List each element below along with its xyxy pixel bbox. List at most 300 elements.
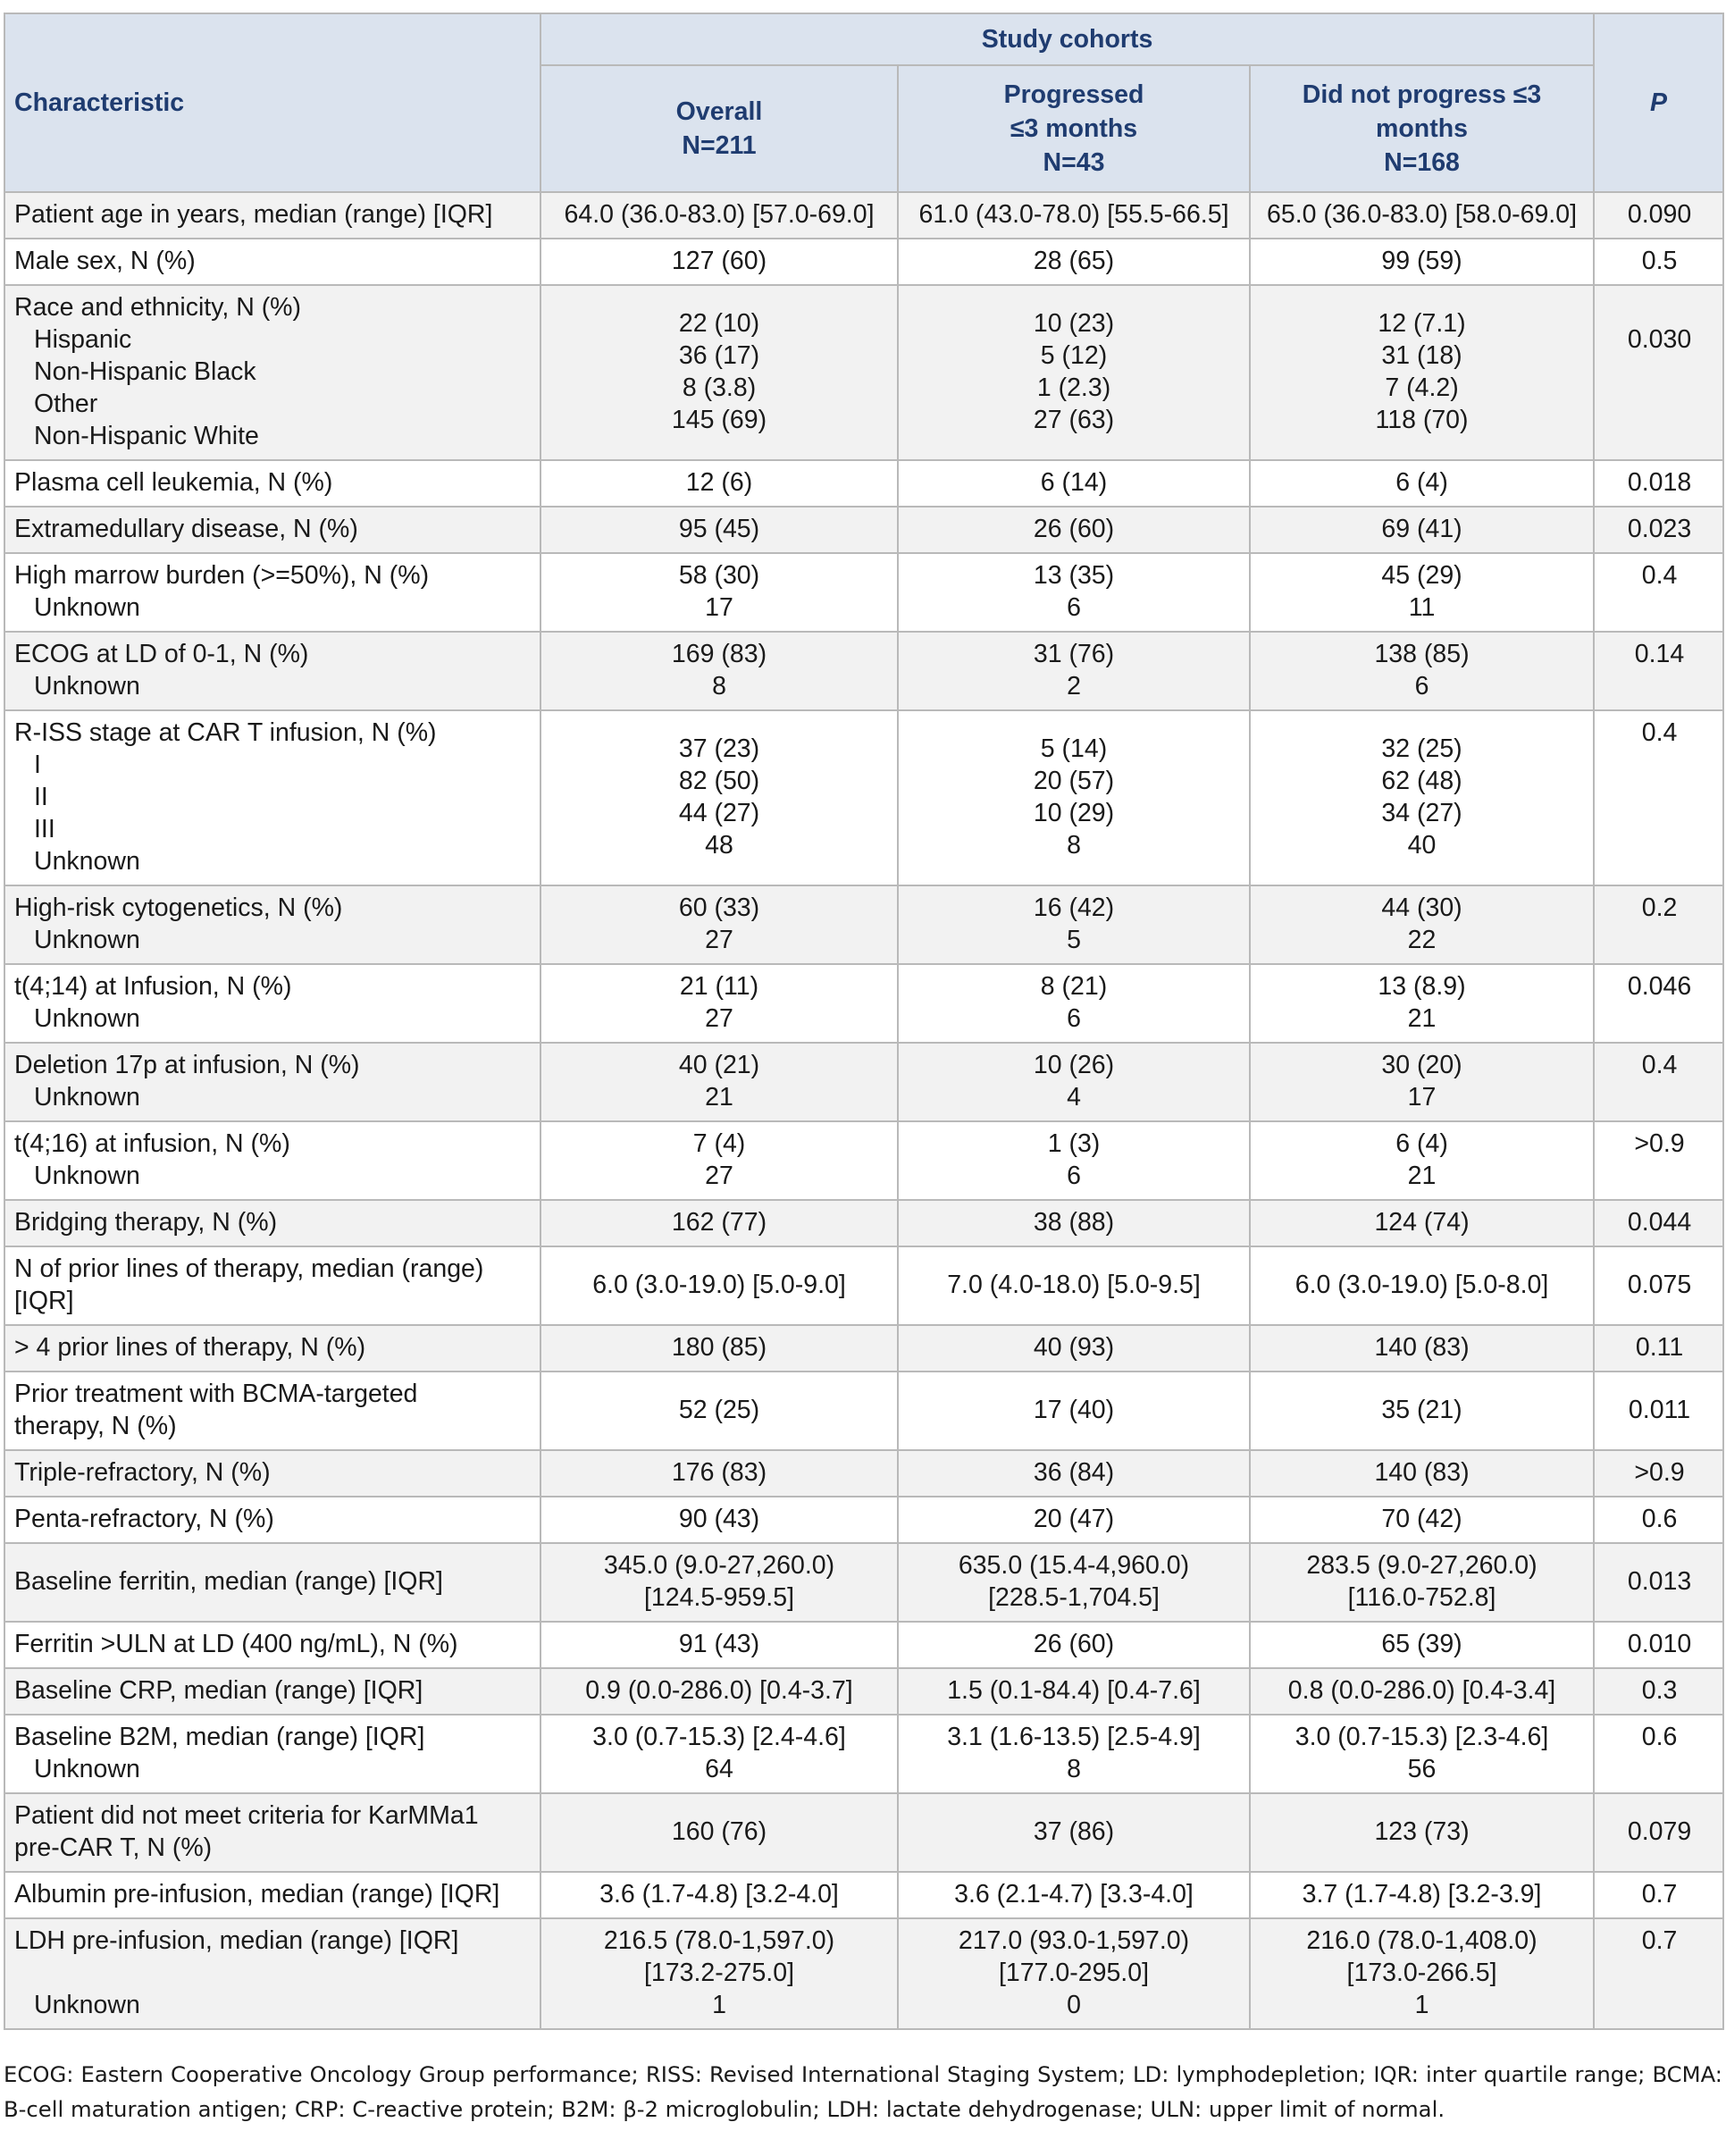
cell-value: 0.9 (0.0-286.0) [0.4-3.7] [585,1676,853,1705]
cell-overall [540,964,898,1043]
cell-value: 1 (3) [1047,1129,1101,1158]
table-row [4,1497,1723,1543]
row-label-text: Patient age in years, median (range) [IQR] [14,200,493,229]
cell-progressed [898,964,1250,1043]
cell-value: 5 [1067,926,1081,954]
cell-value: 62 (48) [1381,767,1462,795]
cell-value: 65 (39) [1381,1630,1462,1658]
cell-value: 82 (50) [678,767,760,795]
table-row [4,1793,1723,1872]
cell-value: 0 [1067,1991,1081,2019]
cell-value: 138 (85) [1374,640,1470,668]
table-row [4,1325,1723,1372]
row-label [4,1872,540,1918]
cell-value: 124 (74) [1374,1208,1470,1237]
row-sublabel: Unknown [34,1004,140,1033]
cell-value: 27 [705,1004,733,1033]
cell-overall [540,1121,898,1200]
cell-value: 64 [705,1755,733,1783]
row-label-text: Extramedullary disease, N (%) [14,515,358,543]
cell-value: 22 [1407,926,1437,954]
cell-not-progressed [1250,1497,1594,1543]
cell-value: 169 (83) [671,640,767,668]
cell-value: 21 [705,1083,733,1112]
cell-value: 6 [1067,1162,1081,1190]
table-row [4,192,1723,239]
row-sublabel: Unknown [34,1755,140,1783]
cell-not-progressed [1250,1543,1594,1622]
cell-not-progressed [1250,964,1594,1043]
row-label [4,1325,540,1372]
header-progressed-line1: Progressed [1003,80,1144,109]
cell-overall [540,1668,898,1715]
row-label-text: Patient did not meet criteria for KarMMa1 [14,1801,479,1830]
cell-value: 118 (70) [1375,406,1469,434]
row-sublabel: III [34,815,55,843]
header-p-value: P [1594,13,1723,192]
cell-progressed [898,460,1250,507]
cell-value: 36 (84) [1033,1458,1115,1487]
row-label-text: Prior treatment with BCMA-targeted [14,1380,418,1408]
cell-value: 6.0 (3.0-19.0) [5.0-9.0] [592,1271,846,1299]
cell-p-value: 0.3 [1594,1668,1723,1715]
cell-not-progressed [1250,553,1594,632]
cell-p-value: 0.7 [1594,1918,1723,2029]
cell-overall [540,1372,898,1450]
header-not-progressed-line1: Did not progress ≤3 [1302,80,1542,109]
cell-p-value: >0.9 [1594,1121,1723,1200]
cell-not-progressed [1250,239,1594,285]
row-label [4,1622,540,1668]
row-label [4,1372,540,1450]
row-label-text: pre-CAR T, N (%) [14,1833,213,1862]
cell-value: 13 (8.9) [1378,972,1466,1001]
cell-value: 180 (85) [671,1333,767,1362]
cell-value: [124.5-959.5] [644,1583,794,1612]
table-row [4,1668,1723,1715]
cell-progressed [898,1918,1250,2029]
row-label-text: LDH pre-infusion, median (range) [IQR] [14,1926,459,1955]
cell-progressed [898,710,1250,885]
cell-p-value: 0.090 [1594,192,1723,239]
header-characteristic: Characteristic [4,13,540,192]
cell-p-value: 0.079 [1594,1793,1723,1872]
cell-progressed [898,507,1250,553]
table-row [4,1918,1723,2029]
row-label-text: therapy, N (%) [14,1412,177,1440]
cell-value: 217.0 (93.0-1,597.0) [958,1926,1190,1955]
cell-value: 8 [1067,831,1081,860]
cell-value: 11 [1408,593,1436,622]
cell-overall [540,1543,898,1622]
cell-p-value: 0.7 [1594,1872,1723,1918]
row-sublabel: Non-Hispanic Black [34,357,256,386]
row-sublabel: Other [34,390,98,418]
cell-p-value: 0.2 [1594,885,1723,964]
cell-value: 6 (4) [1395,468,1448,497]
table-row [4,507,1723,553]
row-label-text: Plasma cell leukemia, N (%) [14,468,333,497]
cell-not-progressed [1250,507,1594,553]
row-label-text: Penta-refractory, N (%) [14,1505,274,1533]
cell-value: 70 (42) [1381,1505,1462,1533]
table-row [4,885,1723,964]
cell-value: 95 (45) [678,515,760,543]
cell-overall [540,192,898,239]
cell-p-value: 0.4 [1594,710,1723,885]
cell-overall [540,1497,898,1543]
cell-value: 40 (21) [678,1051,760,1079]
cell-progressed [898,553,1250,632]
cell-value: 36 (17) [678,341,760,370]
cell-p-value: 0.6 [1594,1497,1723,1543]
cell-value: 44 (27) [678,799,760,827]
cell-value: 91 (43) [678,1630,760,1658]
table-row [4,1622,1723,1668]
cell-value: 17 [1407,1083,1437,1112]
cell-value: 37 (23) [678,734,760,763]
row-label [4,1200,540,1246]
table-row [4,285,1723,460]
row-sublabel: Unknown [34,672,140,700]
cell-overall [540,710,898,885]
cell-progressed [898,1715,1250,1793]
cell-progressed [898,1793,1250,1872]
row-label [4,632,540,710]
cell-value: 3.7 (1.7-4.8) [3.2-3.9] [1302,1880,1542,1909]
table-row [4,1543,1723,1622]
cell-overall [540,1246,898,1325]
cell-value: 140 (83) [1374,1458,1470,1487]
cell-value: 5 (12) [1040,341,1108,370]
row-label [4,1246,540,1325]
cell-p-value: 0.6 [1594,1715,1723,1793]
cell-value: 16 (42) [1033,893,1115,922]
cell-value: 162 (77) [671,1208,767,1237]
cell-value: 140 (83) [1374,1333,1470,1362]
row-sublabel: Non-Hispanic White [34,422,259,450]
cell-not-progressed [1250,1918,1594,2029]
cell-value: 13 (35) [1033,561,1115,590]
cell-overall [540,285,898,460]
cell-overall [540,1200,898,1246]
cell-value: 4 [1067,1083,1081,1112]
cell-not-progressed [1250,1200,1594,1246]
header-row-1 [4,13,1723,65]
cell-not-progressed [1250,1668,1594,1715]
cell-value: 3.6 (1.7-4.8) [3.2-4.0] [599,1880,839,1909]
row-label-text: Male sex, N (%) [14,247,196,275]
row-label [4,710,540,885]
cell-value: 6 [1067,593,1081,622]
cell-progressed [898,285,1250,460]
row-label [4,1543,540,1622]
row-label-text: High-risk cytogenetics, N (%) [14,893,343,922]
cell-value: 2 [1067,672,1081,700]
row-label [4,553,540,632]
cell-value: 1 [1414,1991,1429,2019]
cell-value: 5 (14) [1040,734,1108,763]
row-sublabel: Unknown [34,593,140,622]
table-body [4,192,1723,2029]
header-study-cohorts: Study cohorts [540,13,1594,65]
row-label-text: Deletion 17p at infusion, N (%) [14,1051,360,1079]
cell-value: [177.0-295.0] [999,1959,1149,1987]
cell-not-progressed [1250,1450,1594,1497]
table-row [4,1715,1723,1793]
table-row [4,1872,1723,1918]
header-overall-n: N=211 [682,131,757,160]
row-label [4,285,540,460]
cell-not-progressed [1250,1043,1594,1121]
cell-value: 58 (30) [678,561,760,590]
cell-value: 21 [1407,1004,1437,1033]
cell-value: 6.0 (3.0-19.0) [5.0-8.0] [1294,1271,1549,1299]
cell-not-progressed [1250,710,1594,885]
cell-value: 8 (21) [1040,972,1108,1001]
cell-value: 56 [1407,1755,1437,1783]
cell-overall [540,1793,898,1872]
cell-value: 8 [712,672,726,700]
cell-not-progressed [1250,460,1594,507]
row-sublabel: Unknown [34,1162,140,1190]
cell-p-value: 0.14 [1594,632,1723,710]
cell-p-value: 0.4 [1594,1043,1723,1121]
row-label-text: Triple-refractory, N (%) [14,1458,271,1487]
row-label [4,460,540,507]
cell-value: 345.0 (9.0-27,260.0) [603,1551,835,1580]
cell-overall [540,1872,898,1918]
cell-value: 44 (30) [1381,893,1462,922]
cell-value: 27 (63) [1033,406,1115,434]
cell-value: 0.8 (0.0-286.0) [0.4-3.4] [1287,1676,1556,1705]
cell-value: 6 (4) [1395,1129,1448,1158]
cell-progressed [898,885,1250,964]
row-label-text: Bridging therapy, N (%) [14,1208,278,1237]
cell-value: 3.0 (0.7-15.3) [2.3-4.6] [1294,1723,1549,1751]
cell-progressed [898,1246,1250,1325]
cell-progressed [898,1043,1250,1121]
table-row [4,239,1723,285]
table-row [4,1372,1723,1450]
row-label [4,192,540,239]
cell-value: 6 (14) [1040,468,1108,497]
row-label [4,964,540,1043]
cell-progressed [898,1325,1250,1372]
header-not-progressed-n: N=168 [1384,148,1460,177]
header-overall [540,65,898,192]
table-row [4,460,1723,507]
cell-p-value: >0.9 [1594,1450,1723,1497]
cell-progressed [898,239,1250,285]
row-label [4,239,540,285]
cell-overall [540,239,898,285]
cell-value: [173.0-266.5] [1346,1959,1497,1987]
table-row [4,632,1723,710]
cell-value: 12 (6) [685,468,753,497]
cell-value: 61.0 (43.0-78.0) [55.5-66.5] [918,200,1229,229]
cell-value: 32 (25) [1381,734,1462,763]
row-label [4,507,540,553]
cell-value: 40 [1407,831,1437,860]
cell-p-value: 0.030 [1594,285,1723,460]
row-label [4,1121,540,1200]
table-row [4,1450,1723,1497]
cell-progressed [898,1622,1250,1668]
cell-value: 8 (3.8) [682,373,757,402]
cell-value: 3.6 (2.1-4.7) [3.3-4.0] [954,1880,1194,1909]
table-row [4,1043,1723,1121]
cell-p-value: 0.010 [1594,1622,1723,1668]
row-label-text: Baseline B2M, median (range) [IQR] [14,1723,425,1751]
row-label-text: N of prior lines of therapy, median (range) [14,1254,484,1283]
row-label-text: Albumin pre-infusion, median (range) [IQR] [14,1880,500,1909]
cell-value: 635.0 (15.4-4,960.0) [958,1551,1190,1580]
cell-progressed [898,1872,1250,1918]
cell-value: 28 (65) [1033,247,1115,275]
cell-p-value: 0.011 [1594,1372,1723,1450]
cell-overall [540,507,898,553]
row-label-text: Ferritin >ULN at LD (400 ng/mL), N (%) [14,1630,458,1658]
row-label [4,1918,540,2029]
footnote: ECOG: Eastern Cooperative Oncology Group performance; RISS: Revised International Staging System; LD: lymphodepletion; IQR: inter quartile range; BCMA: B-cell maturation antigen; CRP: C-reactive protein; B2M: β-2 microglobulin; LDH: lactate dehydrogenase; ULN: upper limit of normal. [4,2061,1722,2122]
cell-overall [540,1622,898,1668]
cell-value: 10 (26) [1033,1051,1115,1079]
cell-value: [228.5-1,704.5] [988,1583,1160,1612]
cell-value: 45 (29) [1381,561,1462,590]
table-row [4,710,1723,885]
row-sublabel: Hispanic [34,325,132,354]
row-label [4,1043,540,1121]
row-label-text: High marrow burden (>=50%), N (%) [14,561,430,590]
cell-value: 1.5 (0.1-84.4) [0.4-7.6] [947,1676,1201,1705]
cell-value: 26 (60) [1033,515,1115,543]
table-container [4,13,1722,2030]
cell-not-progressed [1250,192,1594,239]
cell-progressed [898,1121,1250,1200]
cell-overall [540,885,898,964]
cell-p-value: 0.044 [1594,1200,1723,1246]
row-label-text: t(4;14) at Infusion, N (%) [14,972,292,1001]
cell-value: 283.5 (9.0-27,260.0) [1306,1551,1537,1580]
cell-progressed [898,1543,1250,1622]
cell-value: 31 (18) [1381,341,1462,370]
cell-p-value: 0.5 [1594,239,1723,285]
cell-value: 12 (7.1) [1378,309,1466,338]
cell-value: 22 (10) [678,309,760,338]
row-sublabel [14,1957,532,1989]
row-label-text: Baseline CRP, median (range) [IQR] [14,1676,423,1705]
cell-value: 3.1 (1.6-13.5) [2.5-4.9] [947,1723,1201,1751]
cell-overall [540,553,898,632]
cell-p-value: 0.018 [1594,460,1723,507]
cell-value: 52 (25) [678,1396,760,1424]
header-progressed [898,65,1250,192]
cell-p-value: 0.046 [1594,964,1723,1043]
cell-value: 10 (29) [1033,799,1115,827]
cell-overall [540,1715,898,1793]
cell-progressed [898,1372,1250,1450]
header-not-progressed-line2: months [1376,114,1468,143]
cell-overall [540,1450,898,1497]
cell-value: 160 (76) [671,1817,767,1846]
table-row [4,1121,1723,1200]
row-label [4,1497,540,1543]
row-label [4,885,540,964]
cell-value: 65.0 (36.0-83.0) [58.0-69.0] [1267,200,1577,229]
row-label [4,1450,540,1497]
cell-value: 30 (20) [1381,1051,1462,1079]
cell-value: 3.0 (0.7-15.3) [2.4-4.6] [592,1723,846,1751]
cell-not-progressed [1250,1793,1594,1872]
cell-value: 21 (11) [679,972,759,1001]
cell-value: 10 (23) [1033,309,1115,338]
cell-value: 127 (60) [671,247,767,275]
cell-value: 6 [1414,672,1429,700]
cell-value: 7 (4) [692,1129,746,1158]
cell-value: 69 (41) [1381,515,1462,543]
header-overall-title: Overall [675,97,763,126]
cell-overall [540,1043,898,1121]
row-label-text: t(4;16) at infusion, N (%) [14,1129,290,1158]
cell-value: 8 [1067,1755,1081,1783]
row-label-text: [IQR] [14,1287,74,1315]
header-progressed-line2: ≤3 months [1010,114,1138,143]
cell-not-progressed [1250,1246,1594,1325]
table-row [4,964,1723,1043]
row-sublabel: Unknown [34,926,140,954]
row-label [4,1668,540,1715]
cell-overall [540,460,898,507]
cell-progressed [898,192,1250,239]
cell-not-progressed [1250,1715,1594,1793]
row-sublabel: I [34,751,41,779]
cell-progressed [898,1497,1250,1543]
cell-progressed [898,1450,1250,1497]
table-row [4,553,1723,632]
cell-p-value: 0.4 [1594,553,1723,632]
row-label-text: ECOG at LD of 0-1, N (%) [14,640,309,668]
cell-not-progressed [1250,1372,1594,1450]
cell-overall [540,1918,898,2029]
cell-value: 26 (60) [1033,1630,1115,1658]
cell-value: 27 [705,926,733,954]
cell-value: [116.0-752.8] [1347,1583,1496,1612]
cell-not-progressed [1250,1622,1594,1668]
cell-value: 6 [1067,1004,1081,1033]
cell-value: 27 [705,1162,733,1190]
cell-p-value: 0.075 [1594,1246,1723,1325]
row-sublabel: Unknown [34,1083,140,1112]
cell-not-progressed [1250,632,1594,710]
cell-not-progressed [1250,885,1594,964]
cell-not-progressed [1250,1872,1594,1918]
cell-value: 35 (21) [1381,1396,1462,1424]
cell-value: 7.0 (4.0-18.0) [5.0-9.5] [947,1271,1201,1299]
cell-value: 99 (59) [1381,247,1462,275]
cell-progressed [898,632,1250,710]
cell-value: 145 (69) [671,406,767,434]
row-label [4,1793,540,1872]
cell-value: 64.0 (36.0-83.0) [57.0-69.0] [564,200,875,229]
cell-value: 216.0 (78.0-1,408.0) [1306,1926,1537,1955]
cell-progressed [898,1200,1250,1246]
row-label-text: Race and ethnicity, N (%) [14,293,302,322]
cell-value: 90 (43) [678,1505,760,1533]
cell-value: 176 (83) [671,1458,767,1487]
cell-value: 20 (47) [1033,1505,1115,1533]
table-row [4,1246,1723,1325]
